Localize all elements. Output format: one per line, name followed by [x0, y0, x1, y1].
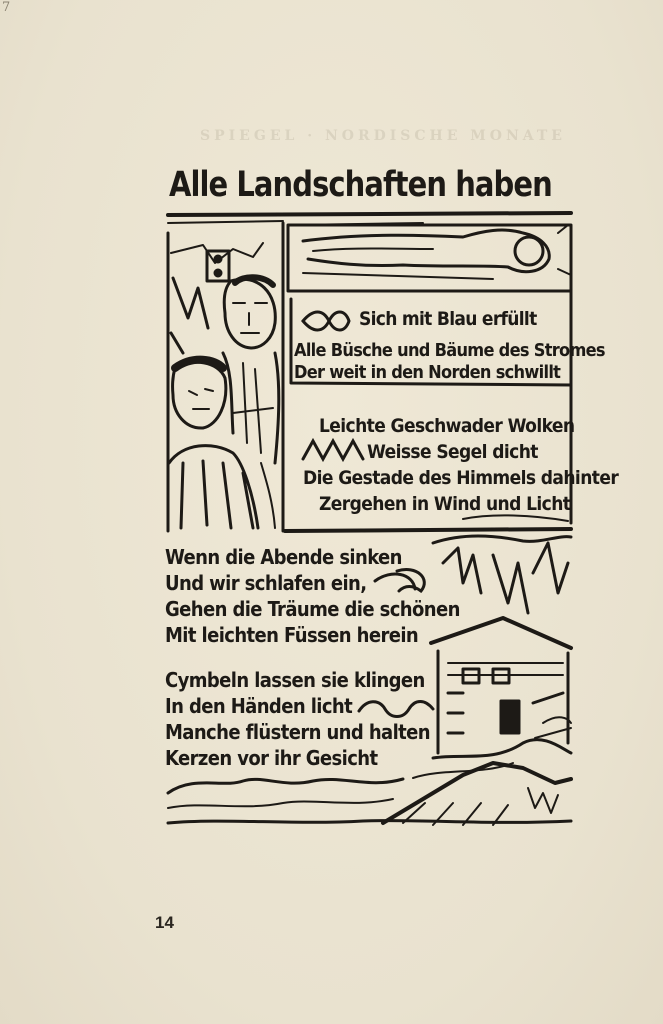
poem-line: Kerzen vor ihr Gesicht — [165, 746, 378, 770]
poem-line: Leichte Geschwader Wolken — [319, 415, 575, 437]
poem-line: Cymbeln lassen sie klingen — [165, 668, 425, 692]
poem-line: Alle Büsche und Bäume des Stromes — [294, 340, 605, 361]
poem-line: Gehen die Träume die schönen — [165, 597, 460, 621]
show-through-heading: SPIEGEL · NORDISCHE MONATE — [200, 128, 566, 144]
poem-line: In den Händen licht — [165, 694, 353, 718]
poem-line: Wenn die Abende sinken — [165, 545, 402, 569]
poem-line: Mit leichten Füssen herein — [165, 623, 419, 647]
poem-line: Und wir schlafen ein, — [165, 571, 367, 595]
poem-line: Manche flüstern und halten — [165, 720, 430, 744]
poem-line: Sich mit Blau erfüllt — [359, 308, 537, 330]
infinity-glyph — [303, 312, 349, 330]
poem-line: Die Gestade des Himmels dahinter — [303, 467, 619, 489]
wave-glyph — [359, 702, 433, 717]
page-number: 14 — [155, 913, 174, 932]
woodcut-print — [163, 163, 619, 828]
corner-mark: 7 — [2, 0, 11, 15]
zigzag-glyph — [303, 441, 363, 459]
moon-glyph — [375, 570, 424, 591]
poem-title: Alle Landschaften haben — [169, 165, 552, 205]
poem-line: Der weit in den Norden schwillt — [294, 362, 561, 383]
poem-line: Zergehen in Wind und Licht — [319, 493, 571, 515]
poem-line: Weisse Segel dicht — [367, 441, 538, 463]
